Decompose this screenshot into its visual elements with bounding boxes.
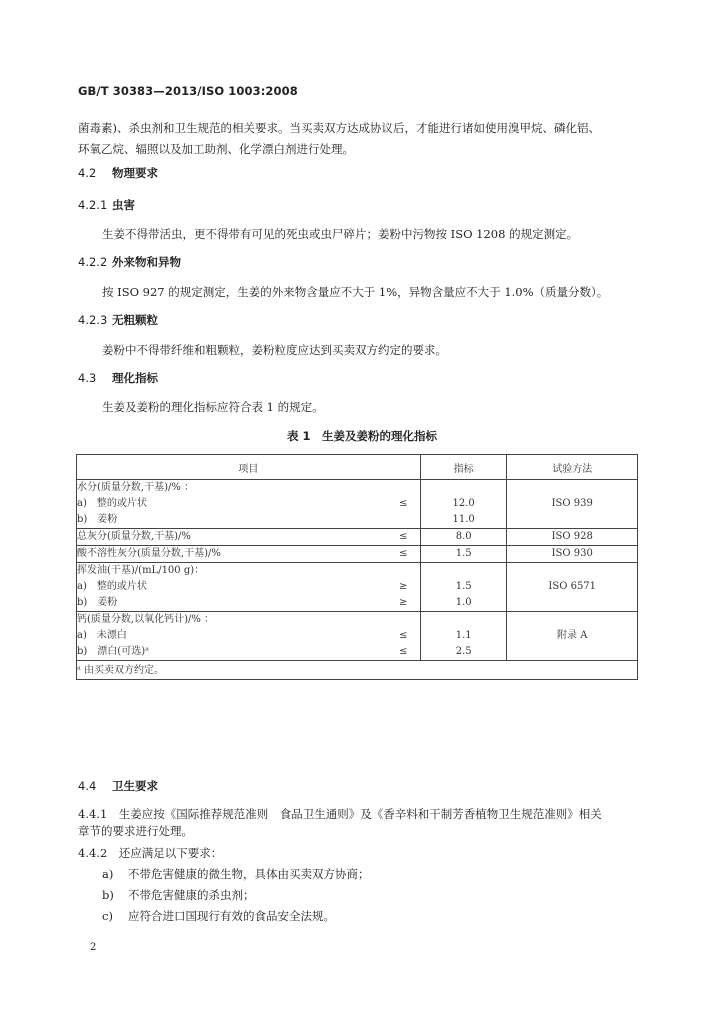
hygiene-paragraph-4-4-1 xyxy=(78,804,650,842)
acid-ash-index-cell xyxy=(420,546,507,563)
heading-number: 4.4 xyxy=(78,779,97,793)
heading-4-2-1 xyxy=(78,197,135,213)
heading-title: 无粗颗粒 xyxy=(112,313,158,327)
acid-ash-label: 酸不溶性灰分(质量分数,干基)/% xyxy=(77,548,221,559)
heading-4-2-3 xyxy=(78,312,158,328)
moisture-title: 水分(质量分数,干基)/% ： xyxy=(77,482,195,493)
heading-title: 虫害 xyxy=(112,198,135,212)
list-marker: a) xyxy=(102,867,114,881)
list-marker: c) xyxy=(102,909,113,923)
table-row-calcium xyxy=(77,612,638,661)
oil-b-label: b) 姜粉 xyxy=(77,597,118,608)
oil-b-value: 1.0 xyxy=(455,597,472,608)
table-row-volatile-oil xyxy=(77,563,638,612)
oil-b-operator: ≥ xyxy=(399,597,408,608)
moisture-b-value: 11.0 xyxy=(452,514,475,525)
list-item xyxy=(102,887,255,903)
ash-method: ISO 928 xyxy=(551,531,593,542)
pest-paragraph: 生姜不得带活虫，更不得带有可见的死虫或虫尸碎片；姜粉中污物按 ISO 1208 的规定测定。 xyxy=(102,227,579,241)
oil-a-label: a) 整的或片状 xyxy=(77,581,147,592)
heading-4-4 xyxy=(78,778,158,794)
moisture-item-cell xyxy=(77,480,421,529)
requirements-line-4-4-2: 4.4.2 还应满足以下要求： xyxy=(78,846,223,860)
heading-number: 4.2.2 xyxy=(78,255,108,269)
document-code: GB/T 30383—2013/ISO 1003:2008 xyxy=(78,84,298,98)
heading-4-2 xyxy=(78,165,158,181)
list-item xyxy=(102,866,370,882)
moisture-a-value: 12.0 xyxy=(452,498,475,509)
calcium-b-operator: ≤ xyxy=(399,646,408,657)
hygiene-line-1: 4.4.1 生姜应按《国际推荐规范准则 食品卫生通则》及《香辛料和干制芳香植物卫生规范准则》相关 xyxy=(78,807,602,821)
list-item xyxy=(102,908,335,924)
moisture-index-cell xyxy=(420,480,507,529)
calcium-a-label: a) 未漂白 xyxy=(77,630,127,641)
table-footnote: ᵃ 由买卖双方约定。 xyxy=(77,661,638,680)
calcium-item-cell xyxy=(77,612,421,661)
header-index: 指标 xyxy=(420,455,507,480)
moisture-a xyxy=(77,496,420,512)
calcium-index-cell xyxy=(420,612,507,661)
intro-line-2: 环氧乙烷、辐照以及加工助剂、化学漂白剂进行处理。 xyxy=(78,142,354,156)
calcium-method-cell xyxy=(507,612,638,661)
calcium-a-operator: ≤ xyxy=(399,630,408,641)
physicochemical-paragraph: 生姜及姜粉的理化指标应符合表 1 的规定。 xyxy=(102,400,324,414)
page-number: 2 xyxy=(90,942,97,953)
acid-ash-method: ISO 930 xyxy=(551,548,593,559)
acid-ash-method-cell xyxy=(507,546,638,563)
physicochemical-table xyxy=(76,454,638,680)
moisture-a-operator: ≤ xyxy=(399,498,408,509)
oil-item-cell xyxy=(77,563,421,612)
intro-paragraph xyxy=(78,118,650,160)
heading-title: 理化指标 xyxy=(112,371,158,385)
table-row-ash xyxy=(77,529,638,546)
oil-title: 挥发油(干基)/(mL/100 g)： xyxy=(77,565,205,576)
ash-label: 总灰分(质量分数,干基)/% xyxy=(77,531,191,542)
heading-4-2-2 xyxy=(78,254,181,270)
header-item: 项目 xyxy=(77,455,421,480)
coarse-particles-paragraph: 姜粉中不得带纤维和粗颗粒，姜粉粒度应达到买卖双方约定的要求。 xyxy=(102,343,447,357)
foreign-matter-paragraph: 按 ISO 927 的规定测定，生姜的外来物含量应不大于 1%，异物含量应不大于 1.0%（质量分数）。 xyxy=(102,285,609,299)
list-text: 应符合进口国现行有效的食品安全法规。 xyxy=(128,909,335,923)
acid-ash-operator: ≤ xyxy=(399,548,408,559)
ash-index-cell xyxy=(420,529,507,546)
hygiene-line-2: 章节的要求进行处理。 xyxy=(78,824,193,838)
calcium-method: 附录 A xyxy=(557,630,588,641)
oil-method-cell xyxy=(507,563,638,612)
heading-number: 4.2.1 xyxy=(78,198,108,212)
moisture-b xyxy=(77,512,420,528)
heading-title: 卫生要求 xyxy=(112,779,158,793)
oil-a-value: 1.5 xyxy=(455,581,472,592)
ash-item-cell xyxy=(77,529,421,546)
moisture-a-label: a) 整的或片状 xyxy=(77,498,147,509)
table-footnote-row xyxy=(77,661,638,680)
ash-operator: ≤ xyxy=(399,531,408,542)
oil-a-operator: ≥ xyxy=(399,581,408,592)
heading-number: 4.2.3 xyxy=(78,313,108,327)
header-method: 试验方法 xyxy=(507,455,638,480)
table-header-row xyxy=(77,455,638,480)
acid-ash-value: 1.5 xyxy=(455,548,472,559)
heading-number: 4.2 xyxy=(78,166,97,180)
heading-title: 外来物和异物 xyxy=(112,255,181,269)
list-text: 不带危害健康的微生物，具体由买卖双方协商； xyxy=(128,867,370,881)
intro-line-1: 菌毒素)、杀虫剂和卫生规范的相关要求。当买卖双方达成协议后，才能进行诸如使用溴甲烷、磷化铝、 xyxy=(78,121,600,135)
oil-method: ISO 6571 xyxy=(548,581,597,592)
oil-index-cell xyxy=(420,563,507,612)
moisture-b-label: b) 姜粉 xyxy=(77,514,118,525)
calcium-b-label: b) 漂白(可选)ᵃ xyxy=(77,646,149,657)
calcium-a-value: 1.1 xyxy=(455,630,472,641)
ash-value: 8.0 xyxy=(455,531,472,542)
table-caption: 表 1 生姜及姜粉的理化指标 xyxy=(286,429,437,443)
moisture-method: ISO 939 xyxy=(551,498,593,509)
heading-title: 物理要求 xyxy=(112,166,158,180)
table-row-moisture xyxy=(77,480,638,529)
calcium-title: 钙(质量分数,以氧化钙计)/% ： xyxy=(77,614,215,625)
list-marker: b) xyxy=(102,888,114,902)
list-text: 不带危害健康的杀虫剂； xyxy=(128,888,255,902)
moisture-method-cell xyxy=(507,480,638,529)
acid-ash-item-cell xyxy=(77,546,421,563)
ash-method-cell xyxy=(507,529,638,546)
calcium-b-value: 2.5 xyxy=(455,646,472,657)
table-row-acid-ash xyxy=(77,546,638,563)
heading-4-3 xyxy=(78,370,158,386)
heading-number: 4.3 xyxy=(78,371,97,385)
